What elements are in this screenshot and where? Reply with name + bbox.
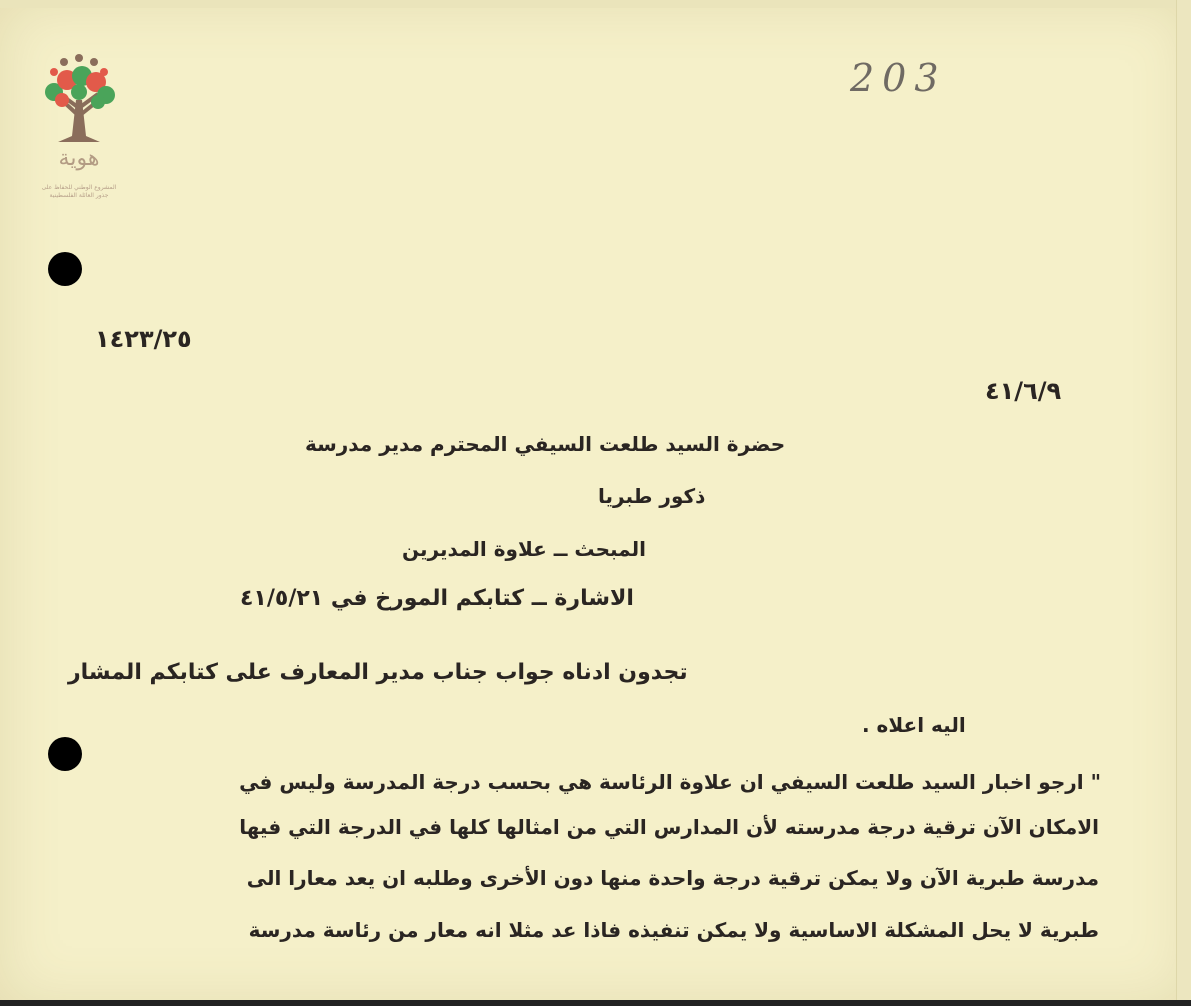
intro-line: تجدون ادناه جواب جناب مدير المعارف على كتابكم المشار [68, 660, 688, 685]
subject-line: المبحث ــ علاوة المديرين [402, 537, 646, 561]
body-line: الامكان الآن ترقية درجة مدرسته لأن المدارس التي من امثالها كلها في الدرجة التي فيها [239, 815, 1099, 839]
logo-subtitle: المشروع الوطني للحفاظ على [41, 184, 117, 191]
hawiya-logo [34, 50, 124, 202]
logo-wordmark: هوية [58, 146, 100, 171]
paper-bottom-edge [0, 1000, 1191, 1006]
reference-line: الاشارة ــ كتابكم المورخ في ٤١/٥/٢١ [240, 586, 634, 611]
logo-subtitle: جذور العائلة الفلسطينية [49, 192, 109, 199]
addressee-line: حضرة السيد طلعت السيفي المحترم مدير مدرسة [305, 432, 786, 456]
body-line: طبرية لا يحل المشكلة الاساسية ولا يمكن تنفيذه فاذا عد مثلا انه معار من رئاسة مدرسة [248, 918, 1099, 942]
body-line: مدرسة طبرية الآن ولا يمكن ترقية درجة واحدة منها دون الأخرى وطلبه ان يعد معارا الى [246, 866, 1099, 890]
intro-line: اليه اعلاه . [862, 713, 966, 737]
handwritten-page-number: 203 [850, 56, 947, 100]
paper-right-edge [1176, 0, 1191, 1006]
body-line: " ارجو اخبار السيد طلعت السيفي ان علاوة الرئاسة هي بحسب درجة المدرسة وليس في [239, 770, 1101, 794]
family-tree-icon [34, 50, 124, 146]
punch-hole [48, 252, 82, 286]
letter-date: ٤١/٦/٩ [985, 377, 1062, 405]
addressee-line: ذكور طبريا [598, 484, 706, 508]
punch-hole [48, 737, 82, 771]
reference-number: ١٤٢٣/٢٥ [95, 325, 192, 353]
paper-top-edge [0, 0, 1191, 8]
